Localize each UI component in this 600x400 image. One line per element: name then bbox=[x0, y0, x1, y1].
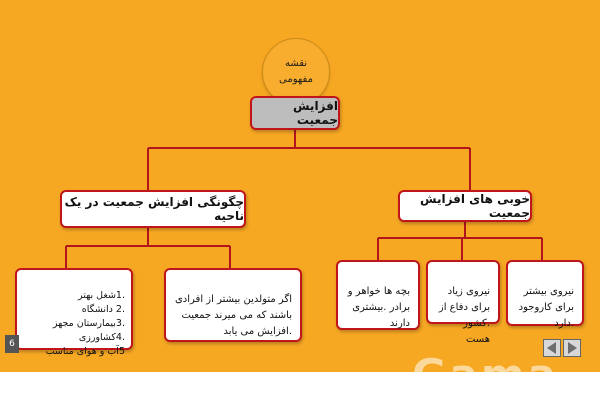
right-child-1-text: بچه ها خواهر و برادر .بیشتری دارند bbox=[347, 286, 410, 329]
left-branch-title: چگونگی افزایش جمعیت در یک ناحیه bbox=[64, 195, 244, 223]
left-child-node-2[interactable] bbox=[164, 268, 302, 342]
right-child-node-3[interactable] bbox=[506, 260, 584, 329]
page-number-text: 6 bbox=[9, 339, 15, 349]
right-branch-title: خوبی های افزایش جمعیت bbox=[419, 192, 530, 220]
concept-map-label-text: نقشه مفهومی bbox=[279, 58, 313, 85]
left-child-2-text: اگر متولدین بیشتر از افرادی باشند که می میرند جمعیت .افزایش می یابد bbox=[174, 294, 292, 337]
watermark-logo bbox=[412, 350, 559, 399]
next-slide-icon[interactable] bbox=[563, 339, 581, 357]
left-child-1-text: .1شغل بهتر .2 دانشگاه .3بیمارستان مجهز .4کشاورزی 5آب و هوای مناسب bbox=[45, 290, 125, 357]
watermark-text: Gama bbox=[412, 350, 559, 399]
right-child-node-2[interactable] bbox=[426, 260, 500, 345]
right-child-node-1[interactable] bbox=[336, 260, 420, 330]
left-child-node-1[interactable] bbox=[15, 268, 133, 357]
page-number bbox=[5, 335, 19, 353]
right-child-2-text: نیروی زیاد برای دفاع از .کشور هست bbox=[438, 286, 490, 345]
right-child-3-text: نیروی بیشتر برای کاروجود .دارد bbox=[518, 286, 574, 329]
left-branch-node[interactable] bbox=[60, 190, 246, 228]
root-node[interactable] bbox=[250, 96, 340, 130]
right-branch-node[interactable] bbox=[398, 190, 532, 222]
root-node-title: افزایش جمعیت bbox=[292, 99, 338, 127]
